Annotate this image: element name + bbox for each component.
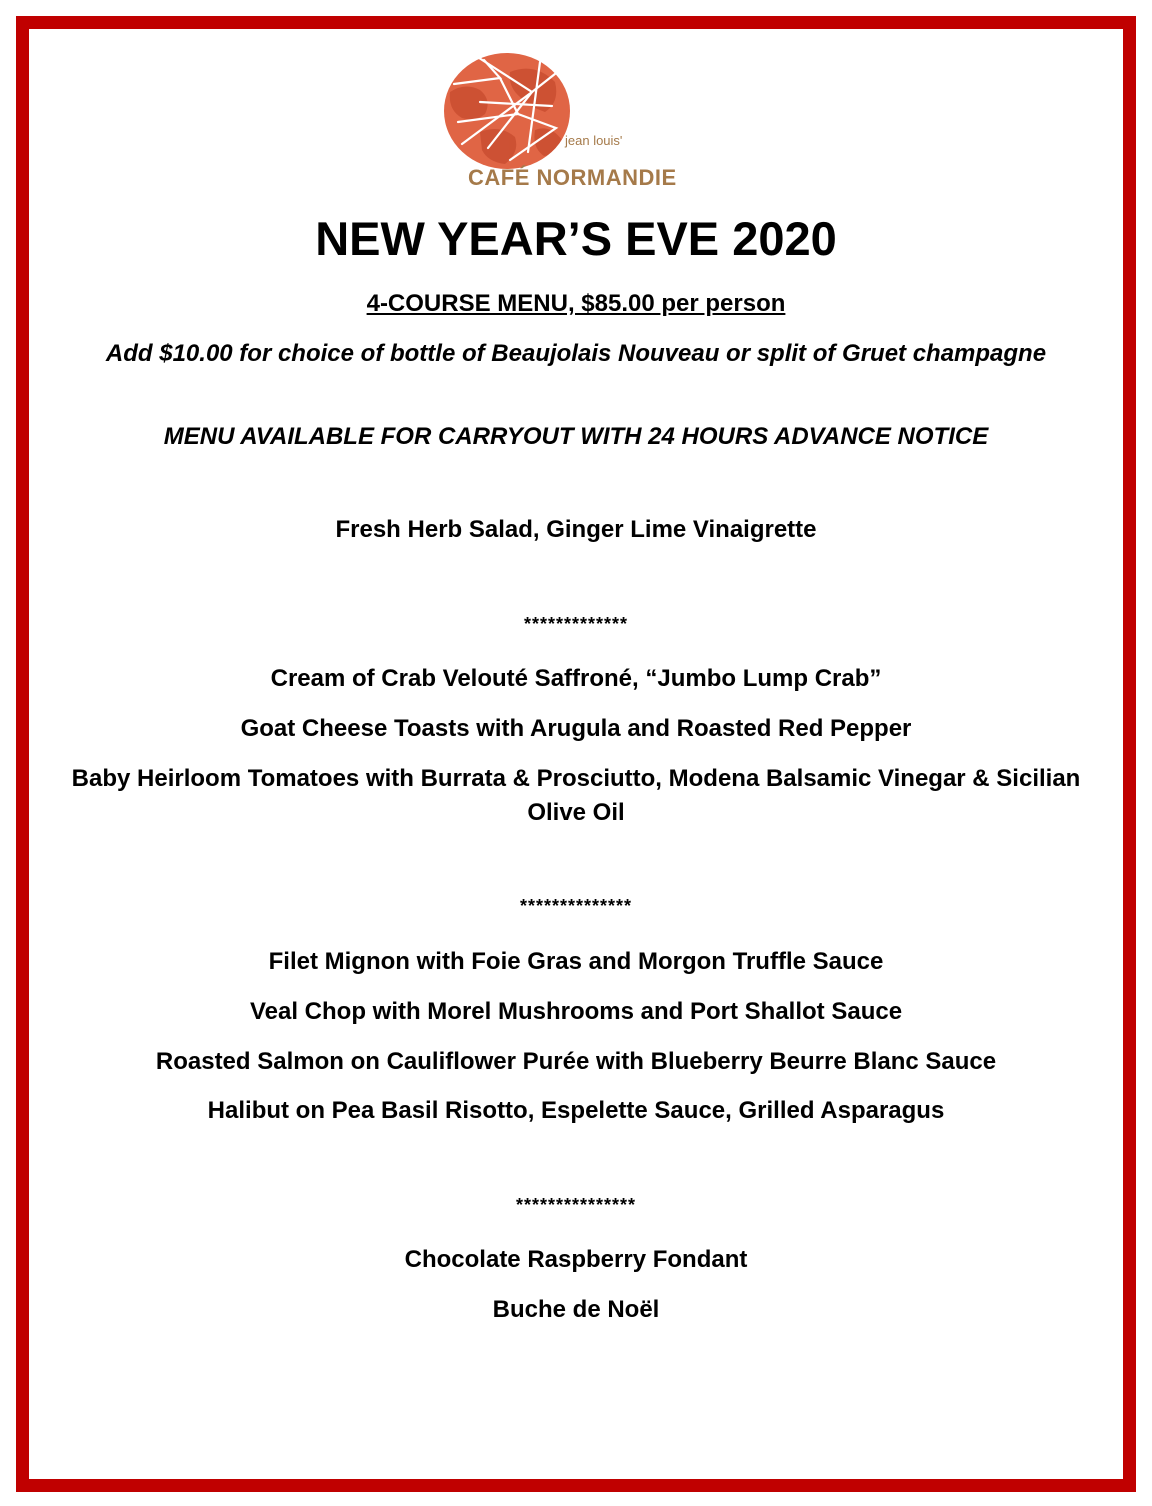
logo-owner-text: jean louis': [565, 133, 623, 148]
menu-item: Baby Heirloom Tomatoes with Burrata & Prosciutto, Modena Balsamic Vinegar & Sicilian Olive Oil: [71, 765, 1081, 826]
menu-price-subtitle: 4-COURSE MENU, $85.00 per person: [366, 290, 786, 317]
menu-item: Fresh Herb Salad, Ginger Lime Vinaigrette: [335, 516, 817, 543]
course-separator: *************: [523, 614, 629, 634]
menu-item: Buche de Noël: [492, 1296, 660, 1323]
menu-item: Cream of Crab Velouté Saffroné, “Jumbo Lump Crab”: [270, 665, 882, 692]
menu-item: Veal Chop with Morel Mushrooms and Port Shallot Sauce: [249, 998, 903, 1025]
course-separator: **************: [519, 896, 633, 916]
logo-restaurant-name: CAFÉ NORMANDIE: [468, 165, 677, 190]
cafe-logo: [440, 52, 730, 192]
menu-item: Chocolate Raspberry Fondant: [404, 1246, 748, 1273]
menu-item: Roasted Salmon on Cauliflower Purée with Blueberry Beurre Blanc Sauce: [155, 1048, 997, 1075]
wine-addon-note: Add $10.00 for choice of bottle of Beaujolais Nouveau or split of Gruet champagne: [105, 340, 1047, 367]
menu-item: Filet Mignon with Foie Gras and Morgon Truffle Sauce: [268, 948, 884, 975]
menu-item: Halibut on Pea Basil Risotto, Espelette Sauce, Grilled Asparagus: [207, 1097, 945, 1124]
course-separator: ***************: [515, 1195, 637, 1215]
page-title: NEW YEAR’S EVE 2020: [315, 212, 837, 265]
menu-item: Goat Cheese Toasts with Arugula and Roasted Red Pepper: [240, 715, 912, 742]
carryout-note: MENU AVAILABLE FOR CARRYOUT WITH 24 HOURS ADVANCE NOTICE: [163, 423, 989, 450]
